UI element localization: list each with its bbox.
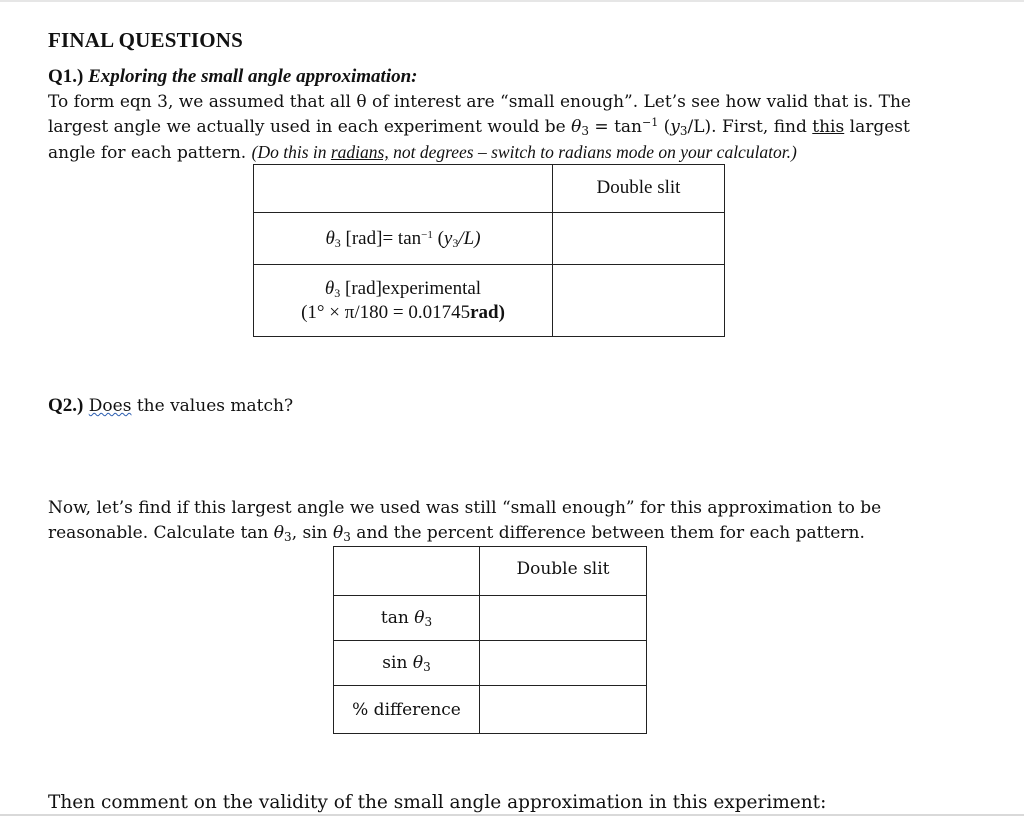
angle-table-row-experimental: $\theta_3$ [rad]experimental (1° × π/180 = 0.01745rad) (254, 265, 553, 337)
q1-title (48, 66, 418, 88)
q2-label: Q2.) (48, 395, 84, 416)
angle-table (253, 164, 725, 337)
trig-table-row-sin: $\sin \theta_3$ (334, 641, 480, 686)
angle-table-corner (254, 165, 553, 213)
q1-line-2: largest angle we actually used in each experiment would be $\theta_3 = \tan^{-1} (y_3/L)$. First, find this largest (48, 116, 910, 138)
page-top-edge (0, 0, 1024, 2)
trig-table-cell-tan[interactable] (480, 596, 647, 641)
this-underlined: this (812, 117, 845, 137)
trig-table-corner (334, 547, 480, 596)
q1-paragraph (48, 90, 911, 166)
q1-label: Q1.) (48, 66, 84, 87)
angle-table-row-tan-inverse: $\theta_3$ $[rad]= \tan^{-1} (y_3/L)$ (254, 213, 553, 265)
para2-line-2: reasonable. Calculate $\tan \theta_3$, $\sin \theta_3$ and the percent difference between them for each pattern. (48, 523, 865, 544)
trig-table-cell-sin[interactable] (480, 641, 647, 686)
q1-topic: Exploring the small angle approximation: (88, 66, 418, 87)
para2-line-1: Now, let’s find if this largest angle we used was still “small enough” for this approximation to be (48, 498, 882, 518)
angle-table-cell-tan-inverse[interactable] (553, 213, 725, 265)
trig-table-cell-diff[interactable] (480, 686, 647, 734)
radians-note: (Do this in radians, not degrees – switch to radians mode on your calculator.) (251, 142, 797, 162)
angle-table-header: Double slit (553, 165, 725, 213)
q1-line-1: To form eqn 3, we assumed that all θ of interest are “small enough”. Let’s see how valid that is. The (48, 92, 911, 112)
q2-question: Q2.) Does the values match? (48, 395, 294, 416)
trig-table-row-diff: % difference (334, 686, 480, 734)
q2-does: Does (88, 396, 132, 416)
q1-line-3: angle for each pattern. (Do this in radians, not degrees – switch to radians mode on your calculator.) (48, 142, 797, 163)
trig-table (333, 546, 647, 734)
percent-diff-paragraph (48, 496, 881, 546)
angle-table-cell-experimental[interactable] (553, 265, 725, 337)
closing-instruction: Then comment on the validity of the small angle approximation in this experiment: (48, 792, 827, 813)
trig-table-header: Double slit (480, 547, 647, 596)
section-heading: FINAL QUESTIONS (48, 28, 243, 52)
page-bottom-edge (0, 814, 1024, 816)
trig-table-row-tan: $\tan \theta_3$ (334, 596, 480, 641)
